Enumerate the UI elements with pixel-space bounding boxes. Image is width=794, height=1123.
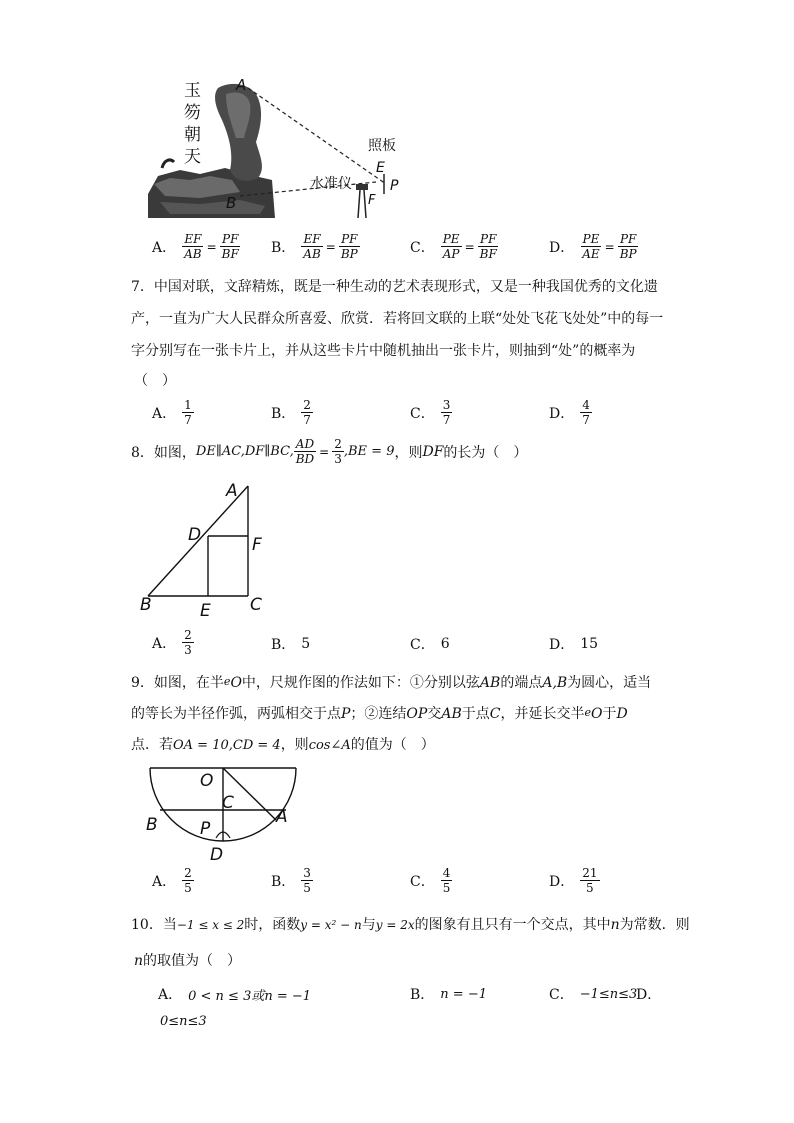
option-label: B． [271,239,296,256]
vertical-text-char: 笏 [184,103,201,123]
q9-option-b[interactable] [271,866,313,895]
point-label-e: E [376,160,385,176]
option-label: A． [152,635,177,652]
point-label-b: B [146,815,158,835]
fraction: $\frac{2}{7}$ [303,398,311,427]
fraction: $\frac{2}{3}$ [184,628,192,657]
option-label: D． [549,405,575,422]
option-label: A． [152,873,177,890]
option-label: A． [152,405,177,422]
q10-line-1: 10．当−1 ≤ x ≤ 2时，函数y = x² − n与y = 2x的图象有且只有一个交点，其中n为常数．则 [131,917,690,933]
level-label: 水准仪 [310,176,352,192]
fraction: $\frac{4}{5}$ [442,866,451,895]
option-label: C． [410,239,435,256]
option-label: C． [549,987,574,1003]
fraction: $\frac{PF}{BP}$ [619,232,637,261]
point-label-a: A [226,481,238,501]
q7-line-3: 字分别写在一张卡片上，并从这些卡片中随机抽出一张卡片，则抽到“处”的概率为 [131,343,636,359]
vertical-text-char: 朝 [184,125,201,145]
q8-question: 8．如图， DE∥AC,DF∥BC, $\frac{AD}{BD}$ = $\frac{2}{3}$ ,BE = 9 ，则 DF 的长为（ ） [131,437,528,466]
q9-line-3: 点．若OA = 10,CD = 4，则cos∠A的值为（ ） [131,737,435,753]
q6-photo-figure [140,72,410,222]
option-label: B． [271,637,296,653]
point-label-o: O [200,771,214,791]
fraction: $\frac{PF}{BP}$ [340,232,358,261]
fraction: $\frac{EF}{AB}$ [184,232,202,261]
q6-option-d[interactable]: D． $\frac{PE}{AE}$ = $\frac{PF}{BP}$ [549,232,637,261]
q10-option-d-label[interactable] [636,984,667,1004]
fraction: $\frac{2}{3}$ [334,437,342,466]
q10-option-c[interactable]: C． −1≤n≤3 [549,984,637,1004]
q8-option-a[interactable] [152,628,194,657]
q9-line-2: 的等长为半径作弧，两弧相交于点P；②连结OP交AB于点C，并延长交半eO于D [131,706,628,722]
q7-option-b[interactable] [271,398,313,427]
option-label: B． [271,405,296,422]
fraction: $\frac{4}{7}$ [582,398,590,427]
q7-option-c[interactable] [410,398,452,427]
q8-option-d[interactable]: D． 15 [549,636,599,653]
option-label: A． [158,987,183,1003]
option-label: B． [271,873,296,890]
q8-option-c[interactable]: C． 6 [410,636,450,653]
point-label-d: D [188,525,202,545]
q10-option-a[interactable]: A． 0 < n ≤ 3或n = −1 [158,984,311,1004]
option-label: B． [410,987,435,1003]
option-label: C． [410,873,435,890]
option-label: D． [549,873,575,890]
point-label-e: E [200,601,211,621]
fraction: $\frac{PE}{AE}$ [582,232,600,261]
q6-option-c[interactable]: C． $\frac{PE}{AP}$ = $\frac{PF}{BF}$ [410,232,497,261]
point-label-f: F [252,535,262,555]
fraction: $\frac{EF}{AB}$ [303,232,321,261]
fraction: $\frac{PE}{AP}$ [442,232,460,261]
point-label-p: P [200,819,211,839]
fraction: $\frac{2}{5}$ [184,866,192,895]
point-label-a: A [276,807,288,827]
fraction: $\frac{AD}{BD}$ [295,437,315,466]
fraction: $\frac{3}{5}$ [303,866,311,895]
point-label-b: B [226,194,237,212]
q7-line-4: （ ） [134,373,176,389]
q9-option-d[interactable] [549,866,600,895]
fraction: $\frac{21}{5}$ [582,866,598,895]
option-label: D． [549,637,575,653]
q6-option-a[interactable]: A． $\frac{EF}{AB}$ = $\frac{PF}{BF}$ [152,232,239,261]
vertical-text-char: 玉 [184,81,201,101]
option-label: C． [410,405,435,422]
q9-line-1: 9．如图，在半eO中，尺规作图的作法如下：①分别以弦AB的端点A,B为圆心，适当 [131,675,652,691]
fraction: $\frac{3}{7}$ [442,398,451,427]
point-label-c: C [250,595,262,615]
q10-option-d[interactable]: 0≤n≤3 [160,1014,207,1029]
point-label-p: P [390,178,399,194]
fraction: $\frac{PF}{BF}$ [479,232,497,261]
option-label: A． [152,239,177,256]
vertical-text-char: 天 [184,147,201,167]
point-label-a: A [236,76,247,94]
point-label-d: D [210,845,224,865]
q7-line-2: 产，一直为广大人民群众所喜爱、欣赏．若将回文联的上联“处处飞花飞处处”中的每一 [131,311,664,327]
q10-option-b[interactable]: B． n = −1 [410,984,487,1004]
q7-line-1: 7．中国对联，文辞精炼，既是一种生动的艺术表现形式，又是一种我国优秀的文化遗 [131,279,658,295]
q10-line-2: n的取值为（ ） [134,953,242,969]
q7-option-a[interactable] [152,398,194,427]
q8-option-b[interactable]: B． 5 [271,636,311,653]
q9-semicircle-figure [140,760,310,870]
option-label: D． [636,987,662,1003]
q7-option-d[interactable] [549,398,592,427]
q9-option-c[interactable] [410,866,452,895]
fraction: $\frac{1}{7}$ [184,398,192,427]
point-label-b: B [140,595,152,615]
option-label: D． [549,239,575,256]
option-label: C． [410,637,435,653]
fraction: $\frac{PF}{BF}$ [221,232,239,261]
q9-option-a[interactable] [152,866,194,895]
q6-option-b[interactable]: B． $\frac{EF}{AB}$ = $\frac{PF}{BP}$ [271,232,358,261]
board-label: 照板 [368,138,396,154]
q8-triangle-figure [138,476,278,622]
point-label-c: C [222,793,234,813]
point-label-f: F [368,193,376,208]
